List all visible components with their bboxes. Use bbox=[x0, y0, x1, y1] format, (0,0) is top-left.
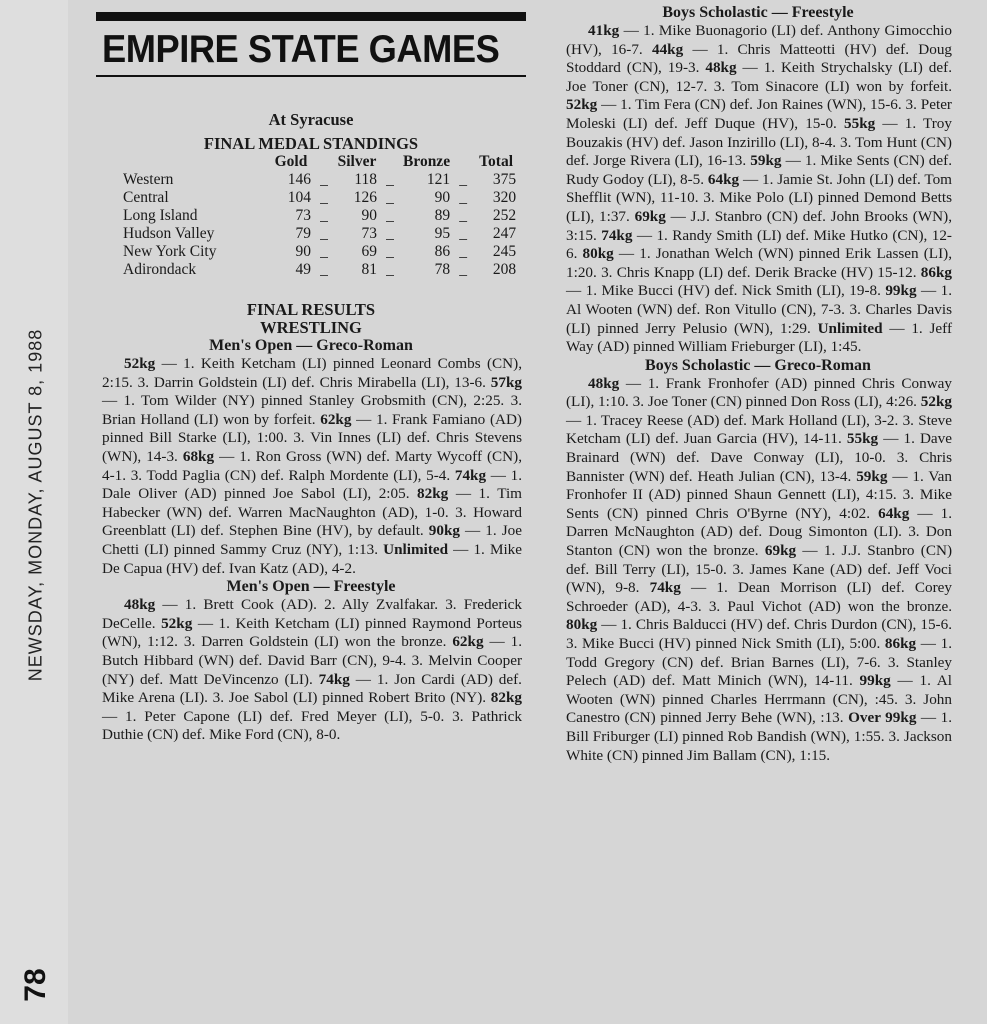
total-count: 375 bbox=[492, 171, 517, 188]
bout-result: — 1. Keith Strychalsky (LI) def. Joe Toner (CN), 12-7. 3. Tom Sinacore (LI) won by forfeit. bbox=[566, 59, 952, 95]
section-results bbox=[566, 22, 956, 357]
weight-class: 52kg bbox=[161, 614, 193, 632]
silver-count: 69 bbox=[361, 243, 377, 260]
weight-class: 52kg bbox=[920, 393, 952, 411]
standings-row bbox=[120, 243, 519, 261]
bout-result: — J.J. Stanbro (CN) def. John Brooks (WN), 3:15. bbox=[566, 207, 953, 244]
weight-class: 69kg bbox=[764, 542, 797, 560]
venue-line: At Syracuse bbox=[268, 110, 354, 129]
weight-class: 59kg bbox=[750, 152, 782, 170]
bout-result: — 1. Mike Buonagorio (LI) def. Anthony Gimocchio (HV), 16-7. bbox=[566, 22, 952, 58]
bronze-count: 121 bbox=[426, 171, 451, 188]
standings-row bbox=[120, 207, 519, 225]
weight-class: 57kg bbox=[490, 373, 522, 391]
weight-class: 52kg bbox=[124, 355, 156, 372]
separator: _ bbox=[386, 225, 394, 242]
dateline: NEWSDAY, MONDAY, AUGUST 8, 1988 bbox=[25, 328, 46, 682]
bout-result: — 1. Van Fronhofer II (AD) pinned Shaun Gennett (LI), 4:15. 3. Mike Sents (CN) pinned Chris O'Byrne (NY), 4:02. bbox=[566, 467, 953, 522]
bout-result: — 1. Randy Smith (LI) def. Mike Hutko (CN), 12-6. bbox=[566, 226, 952, 263]
separator: _ bbox=[320, 261, 328, 278]
section-results bbox=[102, 596, 526, 745]
separator: _ bbox=[386, 189, 394, 206]
bronze-count: 95 bbox=[434, 225, 451, 242]
separator: _ bbox=[320, 189, 328, 206]
weight-class: 48kg bbox=[705, 59, 737, 77]
bout-result: — 1. Jonathan Welch (WN) pinned Erik Lassen (LI), 1:20. 3. Chris Knapp (LI) def. Derik Bracke (HV) 15-12. bbox=[566, 245, 952, 281]
separator: _ bbox=[459, 261, 467, 278]
separator: _ bbox=[459, 243, 467, 260]
standings-header-row bbox=[120, 153, 519, 171]
total-count: 245 bbox=[492, 243, 517, 260]
gold-count: 79 bbox=[295, 225, 311, 242]
separator: _ bbox=[320, 225, 328, 242]
weight-class: 74kg bbox=[454, 466, 487, 484]
bronze-count: 90 bbox=[434, 189, 451, 206]
medal-standings-table bbox=[120, 153, 519, 279]
weight-class: 52kg bbox=[566, 96, 598, 114]
team-name: Western bbox=[123, 171, 174, 188]
gold-count: 73 bbox=[295, 207, 311, 224]
right-column bbox=[560, 0, 956, 765]
results-title: FINAL RESULTS bbox=[246, 300, 376, 319]
bout-result: — 1. Jon Cardi (AD) def. Mike Arena (LI). 3. Joe Sabol (LI) pinned Robert Brito (NY). bbox=[102, 670, 522, 707]
weight-class: 41kg bbox=[588, 22, 620, 39]
separator: _ bbox=[386, 171, 394, 188]
weight-class: 44kg bbox=[651, 40, 684, 58]
standings-body bbox=[120, 171, 519, 279]
team-name: Long Island bbox=[123, 207, 198, 224]
team-column-header bbox=[120, 153, 268, 171]
weight-class: 68kg bbox=[182, 447, 215, 465]
bout-result: — 1. Joe Chetti (LI) pinned Sammy Cruz (NY), 1:13. bbox=[102, 522, 522, 558]
bout-result: — 1. Ron Gross (WN) def. Marty Wycoff (CN), 4-1. 3. Todd Paglia (CN) def. Ralph Mordente (LI), 5-4. bbox=[102, 447, 522, 484]
weight-class: 69kg bbox=[634, 207, 666, 225]
bout-result: — 1. Troy Bouzakis (HV) def. Jason Inzirillo (LI), 8-4. 3. Tom Hunt (CN) def. Jorge Rivera (LI), 16-13. bbox=[566, 114, 952, 170]
separator: _ bbox=[459, 171, 467, 188]
separator: _ bbox=[386, 207, 394, 224]
weight-class: 59kg bbox=[856, 467, 888, 485]
column-spacer bbox=[380, 153, 400, 171]
bout-result: — 1. Al Wooten (WN) def. Ron Vitullo (CN), 7-3. 3. Charles Davis (LI) pinned Jerry Pelusio (WN), 1:29. bbox=[566, 282, 953, 337]
section-heading: Men's Open — Freestyle bbox=[226, 578, 396, 596]
bout-result: — 1. Mike Bucci (HV) def. Nick Smith (LI), 19-8. bbox=[566, 282, 886, 300]
results-sport: WRESTLING bbox=[260, 318, 362, 337]
right-results bbox=[560, 4, 956, 765]
weight-class: 64kg bbox=[878, 504, 910, 522]
bout-result: — 1. Chris Matteotti (HV) def. Doug Stoddard (CN), 19-3. bbox=[566, 40, 953, 77]
separator: _ bbox=[320, 243, 328, 260]
gold-count: 146 bbox=[287, 171, 311, 188]
section-results bbox=[566, 375, 956, 765]
bout-result: — 1. Peter Capone (LI) def. Fred Meyer (LI), 5-0. 3. Pathrick Duthie (CN) def. Mike Ford (CN), 8-0. bbox=[102, 707, 522, 744]
bout-result: — 1. Tim Habecker (WN) def. Warren MacNaughton (AD), 1-0. 3. Howard Greenblatt (LI) def. Stephen Bine (HV), by default. bbox=[102, 485, 522, 540]
section-heading: Men's Open — Greco-Roman bbox=[209, 337, 413, 354]
total-count: 252 bbox=[492, 207, 517, 224]
weight-class: 90kg bbox=[428, 522, 460, 540]
separator: _ bbox=[459, 207, 467, 224]
bout-result: — 1. Tim Fera (CN) def. Jon Raines (WN), 15-6. 3. Peter Moleski (LI) def. Jeff Duque (HV), 15-0. bbox=[566, 96, 952, 132]
standings-title: FINAL MEDAL STANDINGS bbox=[203, 134, 419, 153]
weight-class: 74kg bbox=[601, 226, 633, 244]
weight-class: 74kg bbox=[318, 670, 350, 688]
weight-class: 82kg bbox=[490, 689, 522, 707]
bout-result: — 1. Chris Balducci (HV) def. Chris Durdon (CN), 15-6. 3. Mike Bucci (HV) pinned Nick Smith (LI), 5:00. bbox=[566, 616, 952, 652]
bout-result: — 1. Mike De Capua (HV) def. Ivan Katz (AD), 4-2. bbox=[102, 540, 522, 577]
weight-class: 80kg bbox=[582, 245, 614, 263]
bout-result: — 1. Todd Gregory (CN) def. Brian Barnes (LI), 7-6. 3. Stanley Pelech (AD) def. Matt Minich (WN), 14-11. bbox=[566, 635, 953, 690]
bout-result: — 1. Tracey Reese (AD) def. Mark Holland (LI), 3-2. 3. Steve Ketcham (LI) def. Juan Garcia (HV), 14-11. bbox=[566, 411, 952, 448]
bronze-count: 86 bbox=[434, 243, 451, 260]
left-column bbox=[96, 0, 526, 745]
bronze-count: 89 bbox=[434, 207, 451, 224]
banner-bottom-rule bbox=[96, 75, 526, 77]
gold-count: 49 bbox=[295, 261, 311, 278]
section-results bbox=[102, 355, 526, 578]
separator: _ bbox=[459, 189, 467, 206]
weight-class: 55kg bbox=[844, 114, 876, 132]
standings-row bbox=[120, 261, 519, 279]
bout-result: — 1. Keith Ketcham (LI) pinned Leonard Combs (CN), 2:15. 3. Darrin Goldstein (LI) def. Chris Mirabella (LI), 13-6. bbox=[102, 355, 522, 391]
column-header-total: Total bbox=[479, 153, 514, 170]
silver-count: 73 bbox=[361, 225, 377, 242]
standings-row bbox=[120, 189, 519, 207]
team-name: New York City bbox=[123, 243, 217, 260]
separator: _ bbox=[320, 207, 328, 224]
section-heading: Boys Scholastic — Greco-Roman bbox=[645, 356, 871, 374]
weight-class: Over 99kg bbox=[848, 709, 917, 727]
silver-count: 81 bbox=[361, 261, 377, 278]
bout-result: — 1. J.J. Stanbro (CN) def. Bill Terry (LI), 15-0. 3. James Kane (AD) def. Jeff Voci (WN), 9-8. bbox=[566, 542, 953, 597]
separator: _ bbox=[386, 261, 394, 278]
team-name: Adirondack bbox=[123, 261, 197, 278]
bout-result: — 1. Brett Cook (AD). 2. Ally Zvalfakar. 3. Frederick DeCelle. bbox=[102, 596, 522, 632]
bout-result: — 1. Jamie St. John (LI) def. Tom Shefflit (WN), 11-10. 3. Mike Polo (LI) pinned Demond Betts (LI), 1:37. bbox=[566, 170, 952, 225]
bout-result: — 1. Jeff Way (AD) pinned William Frieburger (LI), 1:45. bbox=[566, 319, 952, 356]
gold-count: 104 bbox=[287, 189, 311, 206]
weight-class: 62kg bbox=[452, 633, 484, 651]
banner-top-rule bbox=[96, 12, 526, 21]
bout-result: — 1. Al Wooten (WN) pinned Charles Herrmann (CN), :45. 3. John Canestro (CN) pinned Jerry Behe (WN), :13. bbox=[566, 672, 952, 727]
column-header-gold: Gold bbox=[274, 153, 308, 170]
bronze-count: 78 bbox=[434, 261, 451, 278]
separator: _ bbox=[459, 225, 467, 242]
weight-class: Unlimited bbox=[383, 540, 449, 558]
silver-count: 118 bbox=[354, 171, 377, 188]
silver-count: 126 bbox=[353, 189, 377, 206]
bout-result: — 1. Mike Sents (CN) def. Rudy Godoy (LI), 8-5. bbox=[566, 152, 952, 188]
team-name: Hudson Valley bbox=[123, 225, 215, 242]
weight-class: 99kg bbox=[885, 282, 917, 300]
section-heading: Boys Scholastic — Freestyle bbox=[662, 4, 854, 21]
standings-row bbox=[120, 225, 519, 243]
column-header-bronze: Bronze bbox=[403, 153, 451, 170]
silver-count: 90 bbox=[361, 207, 377, 224]
weight-class: 62kg bbox=[320, 410, 352, 428]
weight-class: 99kg bbox=[859, 672, 891, 690]
page-margin bbox=[0, 0, 68, 1024]
bout-result: — 1. Frank Fronhofer (AD) pinned Chris Conway (LI), 1:10. 3. Joe Toner (CN) pinned Don Ross (LI), 4:26. bbox=[566, 374, 952, 411]
left-results bbox=[96, 337, 526, 745]
column-spacer bbox=[314, 153, 334, 171]
weight-class: 86kg bbox=[884, 635, 917, 652]
bout-result: — 1. Butch Hibbard (WN) def. David Barr (CN), 9-4. 3. Melvin Cooper (NY) def. Matt DeVincenzo (LI). bbox=[102, 633, 522, 688]
standings-row bbox=[120, 171, 519, 189]
bout-result: — 1. Keith Ketcham (LI) pinned Raymond Porteus (WN), 1:12. 3. Darren Goldstein (LI) won the bronze. bbox=[102, 614, 522, 651]
team-name: Central bbox=[123, 189, 169, 206]
bout-result: — 1. Dale Oliver (AD) pinned Joe Sabol (LI), 2:05. bbox=[102, 466, 522, 503]
weight-class: 86kg bbox=[920, 263, 952, 281]
total-count: 320 bbox=[492, 189, 517, 206]
total-count: 247 bbox=[492, 225, 517, 242]
bout-result: — 1. Dave Brainard (WN) def. Dave Conway (LI), 10-0. 3. Chris Bannister (WN) def. Heath Julian (CN), 13-4. bbox=[566, 430, 953, 485]
weight-class: Unlimited bbox=[817, 319, 883, 337]
bout-result: — 1. Frank Famiano (AD) pinned Bill Starke (LI), 1:00. 3. Vin Innes (LI) def. Chris Stevens (WN), 14-3. bbox=[102, 410, 522, 465]
weight-class: 82kg bbox=[417, 485, 449, 503]
weight-class: 48kg bbox=[588, 374, 620, 392]
bout-result: — 1. Dean Morrison (LI) def. Corey Schroeder (AD), 4-3. 3. Paul Vichot (AD) won the bronze. bbox=[566, 579, 952, 615]
page-number: 78 bbox=[19, 968, 52, 1002]
bout-result: — 1. Tom Wilder (NY) pinned Stanley Grobsmith (CN), 2:25. 3. Brian Holland (LI) won by forfeit. bbox=[102, 392, 522, 428]
gold-count: 90 bbox=[295, 243, 311, 260]
weight-class: 48kg bbox=[124, 596, 156, 614]
bout-result: — 1. Darren McNaughton (AD) def. Doug Simonton (LI). 3. Don Stanton (CN) won the bronze. bbox=[566, 504, 952, 560]
bout-result: — 1. Bill Friburger (LI) pinned Rob Bandish (WN), 1:55. 3. Jackson White (CN) pinned Jim Ballam (CN), 1:15. bbox=[566, 709, 953, 764]
column-header-silver: Silver bbox=[337, 153, 377, 170]
weight-class: 80kg bbox=[566, 616, 598, 634]
weight-class: 64kg bbox=[707, 170, 740, 188]
page-title: EMPIRE STATE GAMES bbox=[102, 28, 500, 71]
total-count: 208 bbox=[492, 261, 517, 278]
separator: _ bbox=[386, 243, 394, 260]
separator: _ bbox=[320, 171, 328, 188]
weight-class: 74kg bbox=[649, 579, 681, 597]
weight-class: 55kg bbox=[846, 430, 879, 448]
column-spacer bbox=[453, 153, 473, 171]
